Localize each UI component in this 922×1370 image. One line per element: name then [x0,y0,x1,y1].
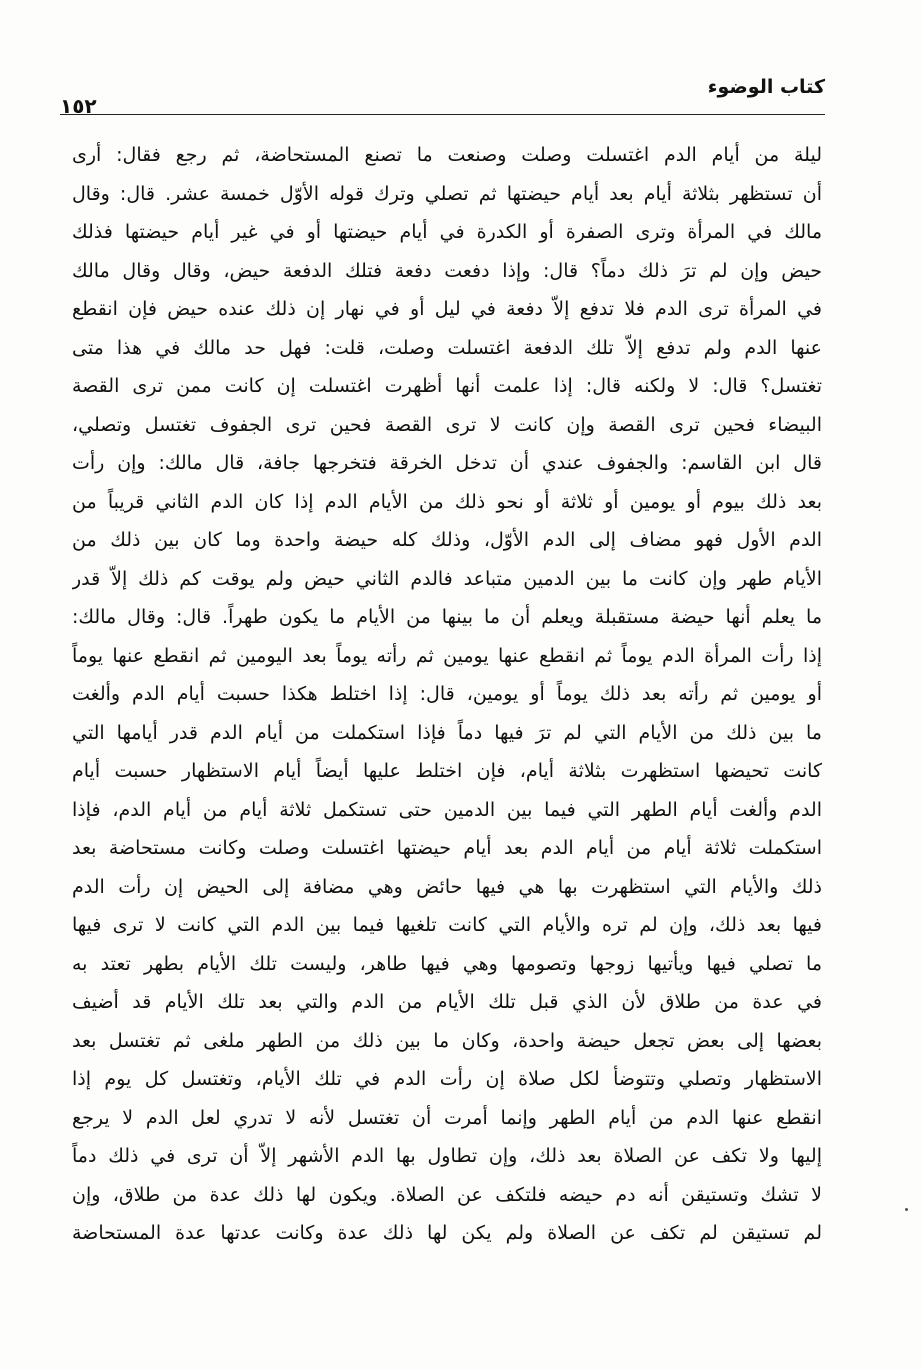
text-line: كانت تحيضها استظهرت بثلاثة أيام، فإن اختلط عليها أيضاً أيام الاستظهار حسبت أيام [72,760,822,782]
text-line: مالك في المرأة وترى الصفرة أو الكدرة في أيام حيضتها أو في غير أيام حيضتها فذلك [72,221,822,243]
text-line: أو يومين ثم رأته بعد ذلك يوماً أو يومين، قال: إذا اختلط هكذا حسبت أيام الدم وألغت [72,683,822,705]
text-line: ذلك والأيام التي استظهرت بها هي فيها حائض وهي مضافة إلى الحيض إن رأت الدم [72,875,822,898]
running-header [60,68,825,118]
text-line: تغتسل؟ قال: لا ولكنه قال: إذا علمت أنها أظهرت اغتسلت إن كانت ممن ترى القصة [72,375,822,397]
text-line: إذا رأت المرأة الدم يوماً ثم انقطع عنها يومين ثم رأته يوماً بعد اليومين ثم انقطع عنها يوماً [72,644,822,667]
text-line: قال ابن القاسم: والجفوف عندي أن تدخل الخرقة فتخرجها جافة، قال مالك: وإن رأت [72,452,822,474]
text-line: في المرأة ترى الدم فلا تدفع إلاّ دفعة في ليل أو في نهار إن ذلك عنده حيض فإن انقطع [72,298,822,320]
text-line: ما يعلم أنها حيضة مستقبلة ويعلم أن ما بينها من الأيام ما يكون طهراً. قال: وقال مالك: [72,606,822,628]
text-line: عنها الدم ولم تدفع إلاّ تلك الدفعة اغتسلت وصلت، قلت: فهل حد مالك في هذا متى [72,336,822,359]
chapter-title: كتاب الوضوء [707,76,825,98]
text-line: استكملت ثلاثة أيام من أيام الدم بعد أيام حيضتها اغتسلت وصلت وكانت مستحاضة بعد [72,837,822,859]
text-line: الاستظهار وتصلي وتتوضأ لكل صلاة إن رأت الدم في تلك الأيام، وتغتسل كل يوم إذا [72,1068,822,1090]
header-divider [60,114,825,115]
text-line: فيها بعد ذلك، وإن لم تره والأيام التي كانت تلغيها فيما بين الدم التي كانت لا ترى فيها [72,914,822,936]
text-line: بعد ذلك بيوم أو يومين أو ثلاثة أو نحو ذلك من الأيام الدم إذا كان الدم الثاني قريباً من [72,490,822,513]
text-line: إليها ولا تكف عن الصلاة بعد ذلك، وإن تطاول بها الدم الأشهر إلاّ أن ترى في ذلك دماً [72,1145,822,1167]
text-line: الأيام طهر وإن كانت ما بين الدمين متباعد فالدم الثاني حيض ولم يوقت كم ذلك إلاّ قدر [72,567,822,590]
text-line: ما بين ذلك من الأيام التي لم ترَ فيها دماً فإذا استكملت من أيام الدم قدر أيامها التي [72,721,822,744]
page-number: ١٥٢ [60,94,97,118]
text-line: أن تستظهر بثلاثة أيام بعد أيام حيضتها ثم تصلي وترك قوله الأوّل خمسة عشر. قال: وقال [72,182,822,205]
text-line: البيضاء فحين ترى القصة وإن كانت لا ترى القصة فحين ترى الجفوف تغتسل وتصلي، [72,413,822,436]
text-line: في عدة من طلاق لأن الذي قبل تلك الأيام من الدم والتي بعد تلك الأيام قد أضيف [72,991,822,1013]
text-line: ليلة من أيام الدم اغتسلت وصلت وصنعت ما تصنع المستحاضة، ثم رجع فقال: أرى [72,144,822,166]
text-line: بعضها إلى بعض تجعل حيضة واحدة، وكان ما بين ذلك من الطهر ملغى ثم تغتسل بعد [72,1029,822,1052]
text-line: انقطع عنها الدم من أيام الطهر وإنما أمرت أن تغتسل لأنه لا تدري لعل الدم لا يرجع [72,1106,822,1129]
text-line: لا تشك وتستيقن أنه دم حيضه فلتكف عن الصلاة. ويكون لها ذلك عدة من طلاق، وإن [72,1183,822,1206]
text-line: الدم وألغت أيام الطهر التي فيما بين الدمين حتى تستكمل ثلاثة أيام من أيام الدم، فإذا [72,798,822,821]
text-line: ما تصلي فيها ويأتيها زوجها وتصومها وهي فيها طاهر، وليست تلك الأيام بطهر تعتد به [72,952,822,975]
text-line: الدم الأول فهو مضاف إلى الدم الأوّل، وذلك كله حيضة واحدة وما كان بين ذلك من [72,529,822,551]
body-text [72,136,822,1253]
text-line: حيض وإن لم ترَ ذلك دماً؟ قال: وإذا دفعت دفعة فتلك الدفعة حيض، وقال وقال مالك [72,259,822,282]
scan-speck [905,1208,908,1211]
text-line: لم تستيقن لم تكف عن الصلاة ولم يكن لها ذلك عدة وكانت عدتها عدة المستحاضة [72,1222,822,1244]
